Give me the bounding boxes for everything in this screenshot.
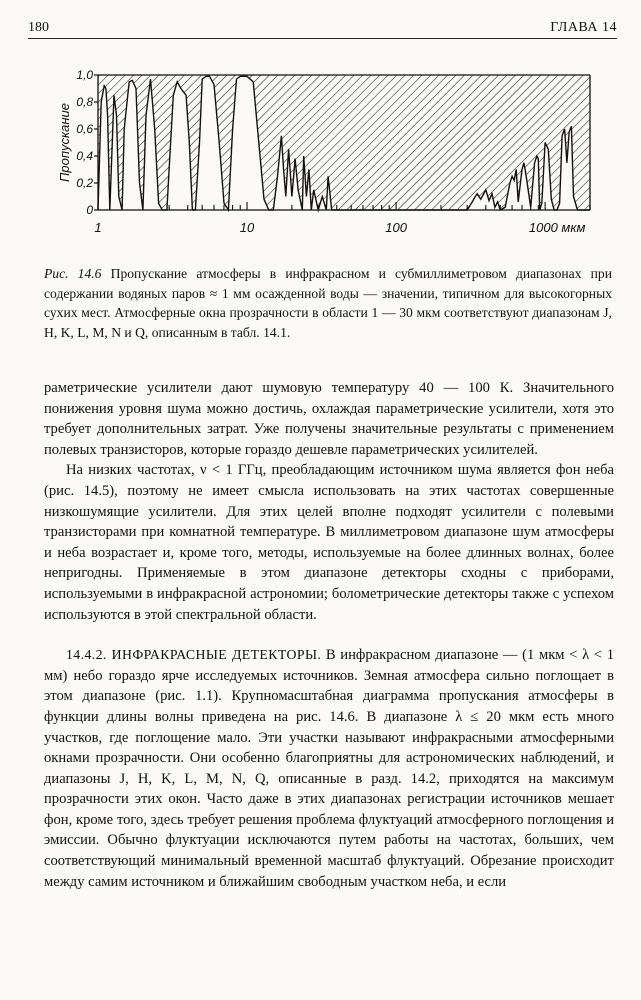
y-tick-label: 0,8 <box>76 95 93 109</box>
paragraph-1: раметрические усилители дают шумовую температуру 40 — 100 К. Значительного понижения уровня шума можно достичь, охлаждая параметрические усилители, хотя это требует дополнительных затрат. Уже получены значительные результаты с применением полевых транзисторов, которые гораздо дешевле параметрических усилителей. <box>44 380 614 458</box>
figure-caption-text: Пропускание атмосферы в инфракрасном и субмиллиметровом диапазонах при содержании водяных паров ≈ 1 мм осажденной воды — значении, типичном для высокогорных сухих мест. Атмосферные окна прозрачности в области 1 — 30 мкм соответствуют диапазонам J, H, K, L, M, N и Q, описанным в табл. 14.1. <box>44 266 612 340</box>
y-tick-label: 0,2 <box>76 176 93 190</box>
x-tick-label: 100 <box>385 220 407 235</box>
x-tick-label: 1000 мкм <box>528 220 586 235</box>
x-tick-label: 1 <box>94 220 102 235</box>
figure-caption <box>44 264 612 342</box>
y-tick-label: 0 <box>86 203 93 217</box>
transmission-chart <box>55 60 595 250</box>
paragraph-3 <box>44 645 614 892</box>
figure-label: Рис. 14.6 <box>44 266 102 281</box>
y-tick-label: 0,4 <box>76 149 93 163</box>
chapter-title: ГЛАВА 14 <box>550 20 617 35</box>
y-axis-label: Пропускание <box>57 102 72 183</box>
section-heading: 14.4.2. ИНФРАКРАСНЫЕ ДЕТЕКТОРЫ. <box>66 647 322 663</box>
paragraph-2: На низких частотах, ν < 1 ГГц, преобладающим источником шума является фон неба (рис. 14.5), поэтому не имеет смысла использовать на этих частотах совершенные низкошумящие усилители. Для этих целей вполне подходят усилители с полевыми транзисторами при комнатной температуре. В миллиметровом диапазоне шум атмосферы и неба возрастает и, кроме того, методы, используемые на более длинных волнах, более непригодны. Применяемые в этом диапазоне детекторы сходны с приборами, используемыми в инфракрасной астрономии; болометрические детекторы также с успехом используются в этой спектральной области. <box>44 462 614 623</box>
absorption-region <box>98 75 590 210</box>
page-number: 180 <box>28 20 49 35</box>
x-tick-label: 10 <box>239 220 255 235</box>
running-header <box>28 20 617 39</box>
body-text <box>44 378 614 892</box>
y-tick-label: 1,0 <box>76 68 93 82</box>
paragraph-3-text: В инфракрасном диапазоне — (1 мкм < λ < 1 мм) небо гораздо ярче исследуемых источников. Земная атмосфера сильно поглощает в этом диапазоне (рис. 1.1). Крупномасштабная диаграмма пропускания атмосферы в функции длины волны приведена на рис. 14.6. В диапазоне λ ≤ 20 мкм есть много участков, где поглощение мало. Эти участки называют инфракрасными атмосферными окнами прозрачности. Они особенно благоприятны для астрономических наблюдений, и диапазоны J, H, K, L, M, N, Q, описанные в разд. 14.2, приходятся на максимум прозрачности этих окон. Часто даже в этих диапазонах регистрации источников мешает фон, кроме того, здесь требует решения проблема флуктуаций атмосферного поглощения и эмиссии. Обычно флуктуации исключаются путем работы на частотах, больших, чем соответствующий минимальный временной масштаб флуктуаций. Обрезание происходит между самим источником и ближайшим свободным участком неба, и если <box>44 647 614 890</box>
y-tick-label: 0,6 <box>76 122 93 136</box>
